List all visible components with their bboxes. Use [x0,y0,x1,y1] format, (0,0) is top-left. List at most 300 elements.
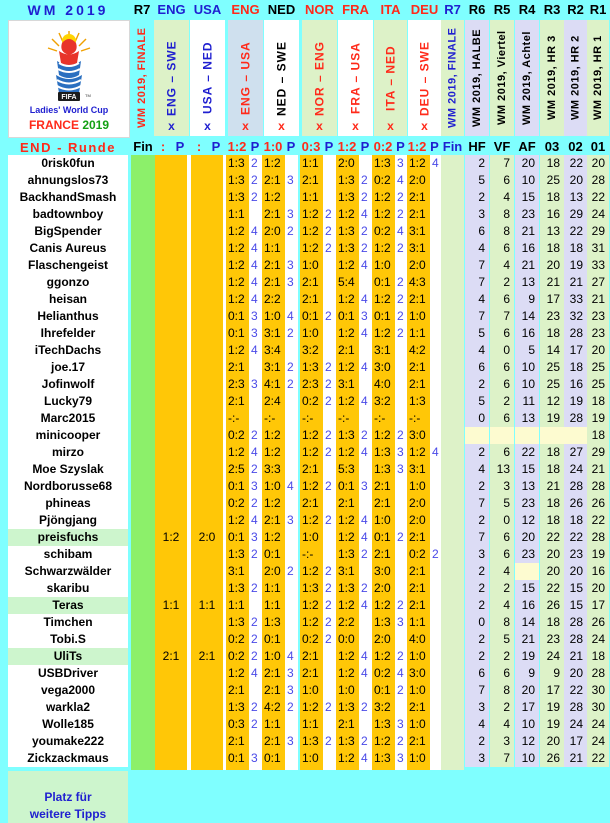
ned-swe-tip-cell[interactable]: 2:1 [264,258,281,272]
ned-swe-tip-cell[interactable]: 1:1 [264,241,281,255]
nor-eng-tip-cell[interactable]: 1:0 [302,530,319,544]
player-name[interactable]: ggonzo [46,275,90,289]
fra-usa-tip-cell[interactable]: 1:2 [338,513,355,527]
ned-swe-tip-cell[interactable]: 1:0 [264,309,281,323]
fra-usa-tip-cell[interactable]: 1:3 [338,547,355,561]
player-name[interactable]: Wolle185 [42,717,94,731]
deu-swe-tip-cell[interactable]: 2:1 [409,360,426,374]
player-name[interactable]: Jofinwolf [41,377,95,391]
eng-swe-result-cell[interactable] [155,206,187,223]
eng-swe-result-cell[interactable]: 2:1 [162,649,180,663]
ned-swe-tip-cell[interactable]: 2:1 [264,513,281,527]
player-name[interactable]: Teras [8,597,128,614]
deu-swe-tip-cell[interactable]: 2:1 [409,530,426,544]
ita-ned-tip-cell[interactable]: 1:2 [374,428,391,442]
usa-ned-result-cell[interactable] [191,733,223,750]
fra-usa-tip-cell[interactable]: 1:2 [338,258,355,272]
ned-swe-tip-cell[interactable]: 3:1 [264,326,281,340]
ned-swe-tip-cell[interactable]: 2:4 [264,394,281,408]
eng-usa-tip-cell[interactable]: 2:1 [228,394,245,408]
ned-swe-tip-cell[interactable]: 0:1 [264,547,281,561]
ita-ned-tip-cell[interactable]: 1:2 [374,734,391,748]
fra-usa-tip-cell[interactable]: 1:3 [338,700,355,714]
fra-usa-tip-cell[interactable]: 3:1 [338,564,355,578]
usa-ned-result-cell[interactable] [191,155,223,172]
deu-swe-tip-cell[interactable]: 4:2 [409,343,426,357]
fra-usa-tip-cell[interactable]: 1:2 [338,445,355,459]
player-name[interactable]: iTechDachs [34,343,102,357]
eng-usa-tip-cell[interactable]: 2:1 [228,360,245,374]
ita-ned-tip-cell[interactable]: 1:3 [374,615,391,629]
usa-ned-result-cell[interactable] [191,342,223,359]
usa-ned-result-cell[interactable] [191,682,223,699]
ita-ned-tip-cell[interactable]: 1:0 [374,258,391,272]
eng-swe-result-cell[interactable]: 1:2 [162,530,180,544]
eng-usa-tip-cell[interactable]: 1:3 [228,700,245,714]
deu-swe-tip-cell[interactable]: 2:0 [409,258,426,272]
usa-ned-result-cell[interactable] [191,325,223,342]
deu-swe-tip-cell[interactable]: 2:1 [409,564,426,578]
nor-eng-tip-cell[interactable]: 2:1 [302,173,319,187]
ita-ned-tip-cell[interactable]: 1:2 [374,649,391,663]
deu-swe-tip-cell[interactable]: 3:1 [409,462,426,476]
ned-swe-tip-cell[interactable]: 0:1 [264,751,281,765]
fra-usa-tip-cell[interactable]: 5:4 [338,275,355,289]
ned-swe-tip-cell[interactable]: 1:2 [264,496,281,510]
match-x-mark-2[interactable]: x [242,119,249,133]
usa-ned-result-cell[interactable] [191,750,223,767]
eng-swe-result-cell[interactable]: 1:1 [162,598,180,612]
eng-usa-tip-cell[interactable]: 2:1 [228,683,245,697]
nor-eng-tip-cell[interactable]: 1:2 [302,445,319,459]
ita-ned-tip-cell[interactable]: 2:1 [374,479,391,493]
ita-ned-tip-cell[interactable]: 1:2 [374,190,391,204]
deu-swe-tip-cell[interactable]: 1:0 [409,683,426,697]
deu-swe-tip-cell[interactable]: 1:0 [409,309,426,323]
ita-ned-tip-cell[interactable]: 2:1 [374,547,391,561]
ita-ned-tip-cell[interactable]: 1:2 [374,326,391,340]
eng-usa-tip-cell[interactable]: 0:1 [228,326,245,340]
ita-ned-tip-cell[interactable]: 3:2 [374,700,391,714]
eng-usa-tip-cell[interactable]: 0:1 [228,530,245,544]
eng-swe-result-cell[interactable] [155,393,187,410]
usa-ned-result-cell[interactable] [191,478,223,495]
player-name[interactable]: Ihrefelder [40,326,96,340]
deu-swe-tip-cell[interactable]: 3:1 [409,241,426,255]
nor-eng-tip-cell[interactable]: 2:1 [302,462,319,476]
deu-swe-tip-cell[interactable]: -:- [409,411,421,425]
match-x-mark-4[interactable]: x [316,119,323,133]
deu-swe-tip-cell[interactable]: 4:0 [409,632,426,646]
eng-swe-result-cell[interactable] [155,580,187,597]
eng-usa-tip-cell[interactable]: -:- [228,411,240,425]
player-name[interactable]: Lucky79 [43,394,93,408]
fra-usa-tip-cell[interactable]: 0:0 [338,632,355,646]
eng-swe-result-cell[interactable] [155,376,187,393]
fra-usa-tip-cell[interactable]: 5:3 [338,462,355,476]
ita-ned-tip-cell[interactable]: 0:1 [374,275,391,289]
nor-eng-tip-cell[interactable]: 1:2 [302,428,319,442]
deu-swe-tip-cell[interactable]: 1:0 [409,751,426,765]
fra-usa-tip-cell[interactable]: 1:2 [338,394,355,408]
fra-usa-tip-cell[interactable]: 1:3 [338,428,355,442]
eng-usa-tip-cell[interactable]: 1:2 [228,445,245,459]
fra-usa-tip-cell[interactable]: 1:2 [338,666,355,680]
ita-ned-tip-cell[interactable]: 1:3 [374,462,391,476]
deu-swe-tip-cell[interactable]: 1:3 [409,394,426,408]
ned-swe-tip-cell[interactable]: 2:1 [264,666,281,680]
player-name[interactable]: Moe Szyslak [32,462,104,476]
ita-ned-tip-cell[interactable]: 1:3 [374,156,391,170]
eng-swe-result-cell[interactable] [155,257,187,274]
usa-ned-result-cell[interactable] [191,495,223,512]
player-name[interactable]: phineas [45,496,91,510]
eng-usa-tip-cell[interactable]: 1:2 [228,224,245,238]
eng-usa-tip-cell[interactable]: 0:1 [228,479,245,493]
deu-swe-tip-cell[interactable]: 1:2 [409,156,426,170]
deu-swe-tip-cell[interactable]: 1:1 [409,615,426,629]
usa-ned-result-cell[interactable] [191,257,223,274]
eng-swe-result-cell[interactable] [155,291,187,308]
eng-swe-result-cell[interactable] [155,325,187,342]
fra-usa-tip-cell[interactable]: 2:0 [338,156,355,170]
player-name[interactable]: heisan [48,292,87,306]
eng-swe-result-cell[interactable] [155,512,187,529]
nor-eng-tip-cell[interactable]: 1:2 [302,224,319,238]
ita-ned-tip-cell[interactable]: 4:0 [374,377,391,391]
usa-ned-result-cell[interactable] [191,665,223,682]
eng-usa-tip-cell[interactable]: 1:2 [228,343,245,357]
eng-swe-result-cell[interactable] [155,716,187,733]
usa-ned-result-cell[interactable] [191,376,223,393]
ita-ned-tip-cell[interactable]: 1:2 [374,241,391,255]
usa-ned-result-cell[interactable] [191,512,223,529]
ita-ned-tip-cell[interactable]: 1:3 [374,717,391,731]
ned-swe-tip-cell[interactable]: 2:1 [264,734,281,748]
eng-swe-result-cell[interactable] [155,189,187,206]
eng-swe-result-cell[interactable] [155,223,187,240]
deu-swe-tip-cell[interactable]: 2:1 [409,207,426,221]
fra-usa-tip-cell[interactable]: 1:3 [338,224,355,238]
nor-eng-tip-cell[interactable]: 1:2 [302,700,319,714]
fra-usa-tip-cell[interactable]: 0:1 [338,479,355,493]
ita-ned-tip-cell[interactable]: 0:1 [374,530,391,544]
deu-swe-tip-cell[interactable]: 2:1 [409,377,426,391]
ita-ned-tip-cell[interactable]: 1:0 [374,513,391,527]
ned-swe-tip-cell[interactable]: 1:1 [264,598,281,612]
nor-eng-tip-cell[interactable]: -:- [302,411,314,425]
eng-usa-tip-cell[interactable]: 1:3 [228,190,245,204]
player-name[interactable]: Schwarzwälder [24,564,112,578]
usa-ned-result-cell[interactable] [191,563,223,580]
player-name[interactable]: preisfuchs [8,529,128,546]
nor-eng-tip-cell[interactable]: 0:1 [302,309,319,323]
ned-swe-tip-cell[interactable]: 3:1 [264,360,281,374]
usa-ned-result-cell[interactable] [191,223,223,240]
player-name[interactable]: Marc2015 [40,411,96,425]
deu-swe-tip-cell[interactable]: 2:1 [409,700,426,714]
eng-usa-tip-cell[interactable]: 1:3 [228,615,245,629]
player-name[interactable]: BackhandSmash [19,190,117,204]
usa-ned-result-cell[interactable] [191,631,223,648]
ned-swe-tip-cell[interactable]: 1:0 [264,479,281,493]
eng-usa-tip-cell[interactable]: 1:3 [228,547,245,561]
eng-swe-result-cell[interactable] [155,359,187,376]
eng-usa-tip-cell[interactable]: 1:2 [228,275,245,289]
player-name[interactable]: Helianthus [37,309,99,323]
usa-ned-result-cell[interactable]: 1:1 [198,598,216,612]
player-name[interactable]: Flaschengeist [27,258,109,272]
player-name[interactable]: Canis Aureus [29,241,107,255]
player-name[interactable]: USBDriver [37,666,99,680]
nor-eng-tip-cell[interactable]: 1:3 [302,734,319,748]
ned-swe-tip-cell[interactable]: 0:1 [264,632,281,646]
player-name[interactable]: mirzo [51,445,84,459]
eng-usa-tip-cell[interactable]: 1:2 [228,292,245,306]
eng-swe-result-cell[interactable] [155,665,187,682]
deu-swe-tip-cell[interactable]: 3:0 [409,666,426,680]
match-x-mark-0[interactable]: x [168,119,175,133]
ita-ned-tip-cell[interactable]: -:- [374,411,386,425]
ita-ned-tip-cell[interactable]: 0:1 [374,683,391,697]
deu-swe-tip-cell[interactable]: 2:1 [409,581,426,595]
nor-eng-tip-cell[interactable]: 1:1 [302,717,319,731]
usa-ned-result-cell[interactable] [191,427,223,444]
player-name[interactable]: Zickzackmaus [27,751,109,765]
ita-ned-tip-cell[interactable]: 3:0 [374,564,391,578]
usa-ned-result-cell[interactable] [191,240,223,257]
nor-eng-tip-cell[interactable]: 1:1 [302,190,319,204]
eng-swe-result-cell[interactable] [155,410,187,427]
eng-swe-result-cell[interactable] [155,563,187,580]
player-name[interactable]: 0risk0fun [41,156,95,170]
fra-usa-tip-cell[interactable]: 1:2 [338,292,355,306]
fra-usa-tip-cell[interactable]: 1:0 [338,683,355,697]
free-slot-box[interactable] [8,771,128,823]
eng-swe-result-cell[interactable] [155,682,187,699]
nor-eng-tip-cell[interactable]: 2:1 [302,666,319,680]
eng-swe-result-cell[interactable] [155,444,187,461]
fra-usa-tip-cell[interactable]: -:- [338,411,350,425]
eng-usa-tip-cell[interactable]: 0:1 [228,309,245,323]
eng-swe-result-cell[interactable] [155,461,187,478]
deu-swe-tip-cell[interactable]: 2:1 [409,190,426,204]
usa-ned-result-cell[interactable] [191,716,223,733]
usa-ned-result-cell[interactable] [191,189,223,206]
eng-swe-result-cell[interactable] [155,342,187,359]
usa-ned-result-cell[interactable] [191,580,223,597]
nor-eng-tip-cell[interactable]: 1:1 [302,156,319,170]
nor-eng-tip-cell[interactable]: 0:2 [302,394,319,408]
eng-swe-result-cell[interactable] [155,478,187,495]
ita-ned-tip-cell[interactable]: 1:2 [374,207,391,221]
fra-usa-tip-cell[interactable]: 1:3 [338,581,355,595]
ned-swe-tip-cell[interactable]: 4:1 [264,377,281,391]
eng-swe-result-cell[interactable] [155,274,187,291]
eng-swe-result-cell[interactable] [155,155,187,172]
player-name[interactable]: warkla2 [45,700,91,714]
player-name[interactable]: youmake222 [31,734,105,748]
usa-ned-result-cell[interactable] [191,410,223,427]
usa-ned-result-cell[interactable] [191,699,223,716]
ned-swe-tip-cell[interactable]: 2:1 [264,207,281,221]
eng-usa-tip-cell[interactable]: 2:1 [228,734,245,748]
eng-usa-tip-cell[interactable]: 1:1 [228,207,245,221]
ita-ned-tip-cell[interactable]: 2:1 [374,496,391,510]
nor-eng-tip-cell[interactable]: 1:2 [302,564,319,578]
deu-swe-tip-cell[interactable]: 3:1 [409,224,426,238]
fra-usa-tip-cell[interactable]: 2:2 [338,615,355,629]
fra-usa-tip-cell[interactable]: 1:2 [338,360,355,374]
eng-swe-result-cell[interactable] [155,546,187,563]
nor-eng-tip-cell[interactable]: 2:1 [302,292,319,306]
player-name[interactable]: skaribu [46,581,90,595]
nor-eng-tip-cell[interactable]: 1:0 [302,751,319,765]
player-name[interactable]: BigSpender [34,224,102,238]
ita-ned-tip-cell[interactable]: 1:2 [374,292,391,306]
nor-eng-tip-cell[interactable]: 2:1 [302,649,319,663]
fra-usa-tip-cell[interactable]: 1:2 [338,649,355,663]
ned-swe-tip-cell[interactable]: 1:1 [264,717,281,731]
ita-ned-tip-cell[interactable]: 1:3 [374,751,391,765]
nor-eng-tip-cell[interactable]: 1:2 [302,598,319,612]
fra-usa-tip-cell[interactable]: 1:2 [338,598,355,612]
usa-ned-result-cell[interactable] [191,308,223,325]
ita-ned-tip-cell[interactable]: 0:2 [374,224,391,238]
deu-swe-tip-cell[interactable]: 1:1 [409,326,426,340]
ned-swe-tip-cell[interactable]: 2:0 [264,224,281,238]
fra-usa-tip-cell[interactable]: 1:2 [338,530,355,544]
ita-ned-tip-cell[interactable]: 2:0 [374,581,391,595]
player-name[interactable]: badtownboy [32,207,104,221]
nor-eng-tip-cell[interactable]: 1:2 [302,207,319,221]
match-x-mark-7[interactable]: x [421,119,428,133]
player-name[interactable]: Tobi.S [50,632,86,646]
deu-swe-tip-cell[interactable]: 2:0 [409,513,426,527]
match-x-mark-3[interactable]: x [278,119,285,133]
deu-swe-tip-cell[interactable]: 2:0 [409,173,426,187]
nor-eng-tip-cell[interactable]: 1:2 [302,513,319,527]
fra-usa-tip-cell[interactable]: 1:3 [338,173,355,187]
nor-eng-tip-cell[interactable]: 1:2 [302,241,319,255]
nor-eng-tip-cell[interactable]: 1:0 [302,683,319,697]
ita-ned-tip-cell[interactable]: 3:1 [374,343,391,357]
ned-swe-tip-cell[interactable]: 1:2 [264,530,281,544]
usa-ned-result-cell[interactable] [191,291,223,308]
ita-ned-tip-cell[interactable]: 3:2 [374,394,391,408]
usa-ned-result-cell[interactable] [191,172,223,189]
ned-swe-tip-cell[interactable]: 1:1 [264,581,281,595]
usa-ned-result-cell[interactable]: 2:1 [198,649,216,663]
ita-ned-tip-cell[interactable]: 3:0 [374,360,391,374]
eng-usa-tip-cell[interactable]: 0:2 [228,649,245,663]
eng-usa-tip-cell[interactable]: 3:1 [228,564,245,578]
eng-usa-tip-cell[interactable]: 0:1 [228,751,245,765]
ned-swe-tip-cell[interactable]: 1:2 [264,428,281,442]
ned-swe-tip-cell[interactable]: 1:3 [264,615,281,629]
deu-swe-tip-cell[interactable]: 1:0 [409,479,426,493]
eng-usa-tip-cell[interactable]: 1:2 [228,258,245,272]
deu-swe-tip-cell[interactable]: 2:0 [409,496,426,510]
eng-usa-tip-cell[interactable]: 1:3 [228,581,245,595]
ned-swe-tip-cell[interactable]: 2:2 [264,292,281,306]
nor-eng-tip-cell[interactable]: 1:3 [302,581,319,595]
ita-ned-tip-cell[interactable]: 0:2 [374,666,391,680]
ned-swe-tip-cell[interactable]: 4:2 [264,700,281,714]
ita-ned-tip-cell[interactable]: 0:1 [374,309,391,323]
deu-swe-tip-cell[interactable]: 0:2 [409,547,426,561]
usa-ned-result-cell[interactable] [191,274,223,291]
eng-swe-result-cell[interactable] [155,427,187,444]
fra-usa-tip-cell[interactable]: 1:2 [338,207,355,221]
fra-usa-tip-cell[interactable]: 2:1 [338,343,355,357]
ned-swe-tip-cell[interactable]: 3:3 [264,462,281,476]
ita-ned-tip-cell[interactable]: 0:2 [374,173,391,187]
deu-swe-tip-cell[interactable]: 4:3 [409,275,426,289]
eng-swe-result-cell[interactable] [155,750,187,767]
match-x-mark-1[interactable]: x [204,119,211,133]
eng-usa-tip-cell[interactable]: 1:2 [228,513,245,527]
eng-swe-result-cell[interactable] [155,699,187,716]
fra-usa-tip-cell[interactable]: 1:2 [338,326,355,340]
nor-eng-tip-cell[interactable]: 1:0 [302,258,319,272]
ned-swe-tip-cell[interactable]: 1:2 [264,156,281,170]
eng-swe-result-cell[interactable] [155,308,187,325]
eng-swe-result-cell[interactable] [155,614,187,631]
player-name[interactable]: schibam [43,547,93,561]
eng-usa-tip-cell[interactable]: 0:2 [228,496,245,510]
usa-ned-result-cell[interactable] [191,206,223,223]
fra-usa-tip-cell[interactable]: 1:3 [338,190,355,204]
eng-usa-tip-cell[interactable]: 0:3 [228,717,245,731]
player-name[interactable]: Nordborusse68 [23,479,113,493]
ita-ned-tip-cell[interactable]: 2:0 [374,632,391,646]
deu-swe-tip-cell[interactable]: 2:1 [409,734,426,748]
usa-ned-result-cell[interactable] [191,393,223,410]
ned-swe-tip-cell[interactable]: 1:2 [264,190,281,204]
nor-eng-tip-cell[interactable]: 1:0 [302,326,319,340]
fra-usa-tip-cell[interactable]: 2:1 [338,717,355,731]
player-name[interactable]: minicooper [35,428,101,442]
nor-eng-tip-cell[interactable]: 1:2 [302,479,319,493]
usa-ned-result-cell[interactable] [191,614,223,631]
ned-swe-tip-cell[interactable]: 1:2 [264,445,281,459]
eng-usa-tip-cell[interactable]: 0:2 [228,428,245,442]
nor-eng-tip-cell[interactable]: 2:3 [302,377,319,391]
match-x-mark-5[interactable]: x [352,119,359,133]
ned-swe-tip-cell[interactable]: -:- [264,411,276,425]
eng-usa-tip-cell[interactable]: 1:2 [228,666,245,680]
deu-swe-tip-cell[interactable]: 2:1 [409,598,426,612]
nor-eng-tip-cell[interactable]: 3:2 [302,343,319,357]
fra-usa-tip-cell[interactable]: 1:3 [338,241,355,255]
eng-usa-tip-cell[interactable]: 2:5 [228,462,245,476]
nor-eng-tip-cell[interactable]: 0:2 [302,632,319,646]
match-x-mark-6[interactable]: x [387,119,394,133]
player-name[interactable]: Timchen [43,615,93,629]
nor-eng-tip-cell[interactable]: 2:1 [302,496,319,510]
fra-usa-tip-cell[interactable]: 0:1 [338,309,355,323]
eng-usa-tip-cell[interactable]: 1:2 [228,241,245,255]
ita-ned-tip-cell[interactable]: 1:2 [374,598,391,612]
eng-usa-tip-cell[interactable]: 1:3 [228,156,245,170]
player-name[interactable]: ahnungslos73 [27,173,109,187]
nor-eng-tip-cell[interactable]: 1:2 [302,615,319,629]
ned-swe-tip-cell[interactable]: 2:0 [264,564,281,578]
fra-usa-tip-cell[interactable]: 1:2 [338,751,355,765]
ned-swe-tip-cell[interactable]: 2:1 [264,683,281,697]
usa-ned-result-cell[interactable]: 2:0 [198,530,216,544]
